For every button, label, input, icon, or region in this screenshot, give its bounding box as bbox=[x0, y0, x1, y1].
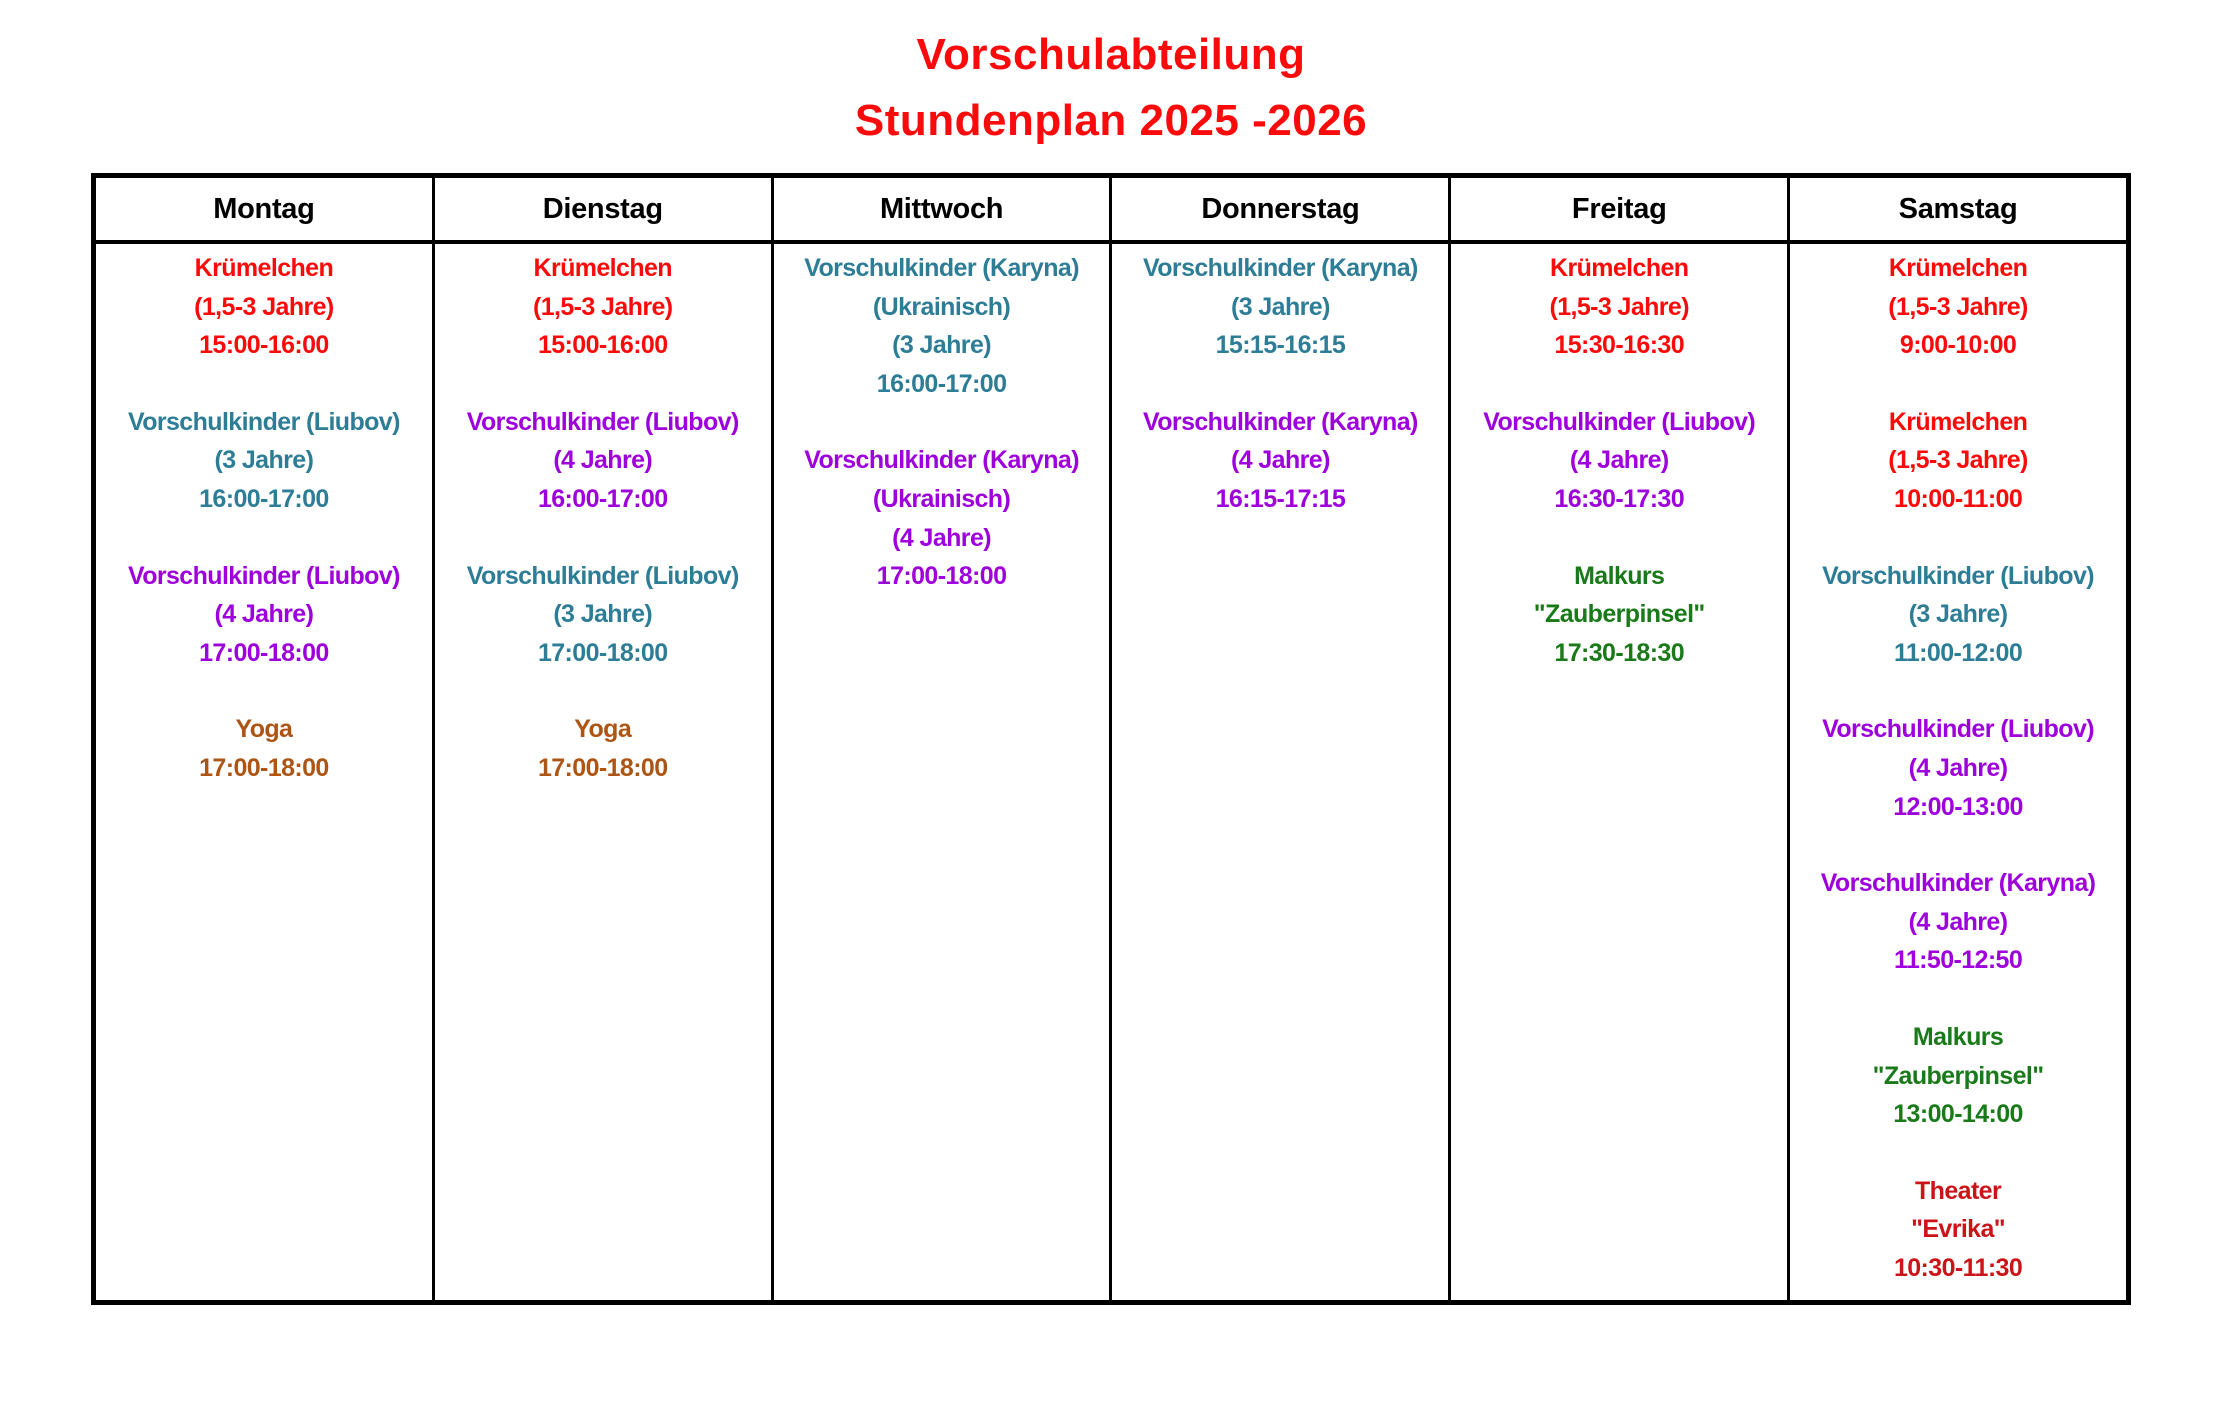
schedule-event bbox=[435, 249, 771, 365]
schedule-event bbox=[1790, 1018, 2126, 1134]
schedule-event bbox=[1451, 403, 1787, 519]
event-line: 16:00-17:00 bbox=[876, 369, 1007, 398]
event-line: 17:00-18:00 bbox=[199, 638, 329, 667]
event-line: (4 Jahre) bbox=[1908, 753, 2008, 782]
event-line: Vorschulkinder (Karyna) bbox=[1143, 254, 1418, 282]
schedule-event bbox=[774, 249, 1110, 403]
event-line: "Evrika" bbox=[1911, 1215, 2006, 1244]
event-line: 16:15-17:15 bbox=[1215, 484, 1346, 513]
event-line: 17:00-18:00 bbox=[537, 638, 668, 667]
event-line: 16:30-17:30 bbox=[1554, 484, 1685, 513]
schedule-event bbox=[435, 557, 771, 673]
event-line: Vorschulkinder (Karyna) bbox=[804, 254, 1079, 282]
day-header-samstag: Samstag bbox=[1898, 193, 2018, 225]
day-header-donnerstag: Donnerstag bbox=[1112, 178, 1451, 240]
event-line: 17:00-18:00 bbox=[199, 753, 329, 782]
event-line: Vorschulkinder (Liubov) bbox=[466, 407, 739, 436]
event-line: 15:00-16:00 bbox=[199, 331, 329, 360]
schedule-event bbox=[96, 249, 432, 365]
day-column-dienstag bbox=[435, 244, 774, 1300]
event-line: Yoga bbox=[574, 715, 632, 744]
event-line: (3 Jahre) bbox=[214, 446, 314, 475]
day-column-montag bbox=[96, 244, 435, 1300]
schedule-event bbox=[96, 557, 432, 673]
schedule-event bbox=[1112, 403, 1448, 519]
schedule-event bbox=[435, 403, 771, 519]
event-line: Vorschulkinder (Karyna) bbox=[1820, 869, 2096, 898]
event-line: "Zauberpinsel" bbox=[1872, 1061, 2044, 1090]
schedule-event bbox=[96, 403, 432, 519]
event-line: (4 Jahre) bbox=[1569, 446, 1669, 475]
schedule-event bbox=[1790, 864, 2126, 980]
schedule-event bbox=[1451, 557, 1787, 673]
event-line: 9:00-10:00 bbox=[1899, 331, 2017, 360]
event-line: (1,5-3 Jahre) bbox=[194, 292, 334, 321]
event-line: (1,5-3 Jahre) bbox=[1549, 292, 1689, 321]
event-line: (1,5-3 Jahre) bbox=[1888, 292, 2028, 321]
event-line: Krümelchen bbox=[194, 254, 334, 282]
event-line: 15:30-16:30 bbox=[1554, 331, 1685, 360]
event-line: Vorschulkinder (Liubov) bbox=[1822, 561, 2094, 590]
schedule-event bbox=[1790, 249, 2126, 365]
event-line: 17:00-18:00 bbox=[537, 753, 668, 782]
event-line: Vorschulkinder (Liubov) bbox=[1822, 715, 2094, 744]
event-line: 12:00-13:00 bbox=[1893, 792, 2023, 821]
page-title: Vorschulabteilung bbox=[916, 30, 1306, 79]
schedule-event bbox=[96, 710, 432, 787]
event-line: 15:00-16:00 bbox=[537, 331, 668, 360]
event-line: (4 Jahre) bbox=[214, 600, 314, 629]
event-line: Vorschulkinder (Karyna) bbox=[804, 446, 1079, 475]
event-line: 16:00-17:00 bbox=[537, 484, 668, 513]
schedule-event bbox=[1451, 249, 1787, 365]
event-line: "Zauberpinsel" bbox=[1533, 600, 1705, 629]
event-line: 10:30-11:30 bbox=[1893, 1253, 2023, 1282]
event-line: 10:00-11:00 bbox=[1893, 484, 2023, 513]
event-line: Vorschulkinder (Liubov) bbox=[127, 561, 400, 590]
event-line: 17:30-18:30 bbox=[1554, 638, 1685, 667]
page-subtitle: Stundenplan 2025 -2026 bbox=[854, 96, 1368, 145]
event-line: (Ukrainisch) bbox=[872, 484, 1011, 513]
event-line: (4 Jahre) bbox=[892, 523, 991, 552]
event-line: Vorschulkinder (Liubov) bbox=[1483, 407, 1756, 436]
event-line: Vorschulkinder (Liubov) bbox=[127, 407, 400, 436]
day-column-mittwoch bbox=[774, 244, 1113, 1300]
schedule-event bbox=[1790, 557, 2126, 673]
day-header-mittwoch: Mittwoch bbox=[774, 178, 1113, 240]
event-line: 13:00-14:00 bbox=[1893, 1100, 2023, 1129]
day-column-samstag bbox=[1790, 244, 2126, 1300]
day-column-freitag bbox=[1451, 244, 1790, 1300]
day-header-dienstag: Dienstag bbox=[435, 178, 774, 240]
event-line: Yoga bbox=[235, 715, 293, 744]
event-line: Malkurs bbox=[1574, 561, 1665, 590]
event-line: Vorschulkinder (Karyna) bbox=[1143, 407, 1418, 436]
event-line: (3 Jahre) bbox=[1230, 292, 1330, 321]
event-line: Theater bbox=[1915, 1176, 2002, 1205]
schedule-event bbox=[1112, 249, 1448, 365]
schedule-event bbox=[435, 710, 771, 787]
event-line: (4 Jahre) bbox=[1230, 446, 1330, 475]
day-header-freitag: Freitag bbox=[1451, 178, 1790, 240]
schedule-event bbox=[1790, 403, 2126, 519]
event-line: Vorschulkinder (Liubov) bbox=[466, 561, 739, 590]
event-line: 11:50-12:50 bbox=[1893, 946, 2023, 975]
event-line: (3 Jahre) bbox=[553, 600, 653, 629]
day-header-montag: Montag bbox=[96, 178, 435, 240]
event-line: (1,5-3 Jahre) bbox=[532, 292, 673, 321]
schedule-event bbox=[774, 441, 1110, 595]
table-header-row bbox=[96, 178, 2126, 244]
schedule-event bbox=[1790, 710, 2126, 826]
event-line: (4 Jahre) bbox=[553, 446, 653, 475]
event-line: (3 Jahre) bbox=[1908, 600, 2008, 629]
event-line: Krümelchen bbox=[1888, 254, 2028, 282]
table-body-row bbox=[96, 244, 2126, 1300]
event-line: (1,5-3 Jahre) bbox=[1888, 446, 2028, 475]
event-line: (Ukrainisch) bbox=[872, 292, 1011, 321]
event-line: Malkurs bbox=[1912, 1022, 2004, 1051]
schedule-table bbox=[91, 173, 2131, 1305]
event-line: 15:15-16:15 bbox=[1215, 331, 1346, 360]
event-line: Krümelchen bbox=[1888, 407, 2028, 436]
event-line: 17:00-18:00 bbox=[876, 562, 1007, 591]
event-line: Krümelchen bbox=[1549, 254, 1689, 282]
schedule-event bbox=[1790, 1172, 2126, 1288]
event-line: (3 Jahre) bbox=[892, 331, 991, 360]
event-line: 11:00-12:00 bbox=[1893, 638, 2023, 667]
event-line: (4 Jahre) bbox=[1908, 907, 2008, 936]
day-column-donnerstag bbox=[1112, 244, 1451, 1300]
event-line: 16:00-17:00 bbox=[199, 484, 329, 513]
event-line: Krümelchen bbox=[533, 254, 672, 282]
